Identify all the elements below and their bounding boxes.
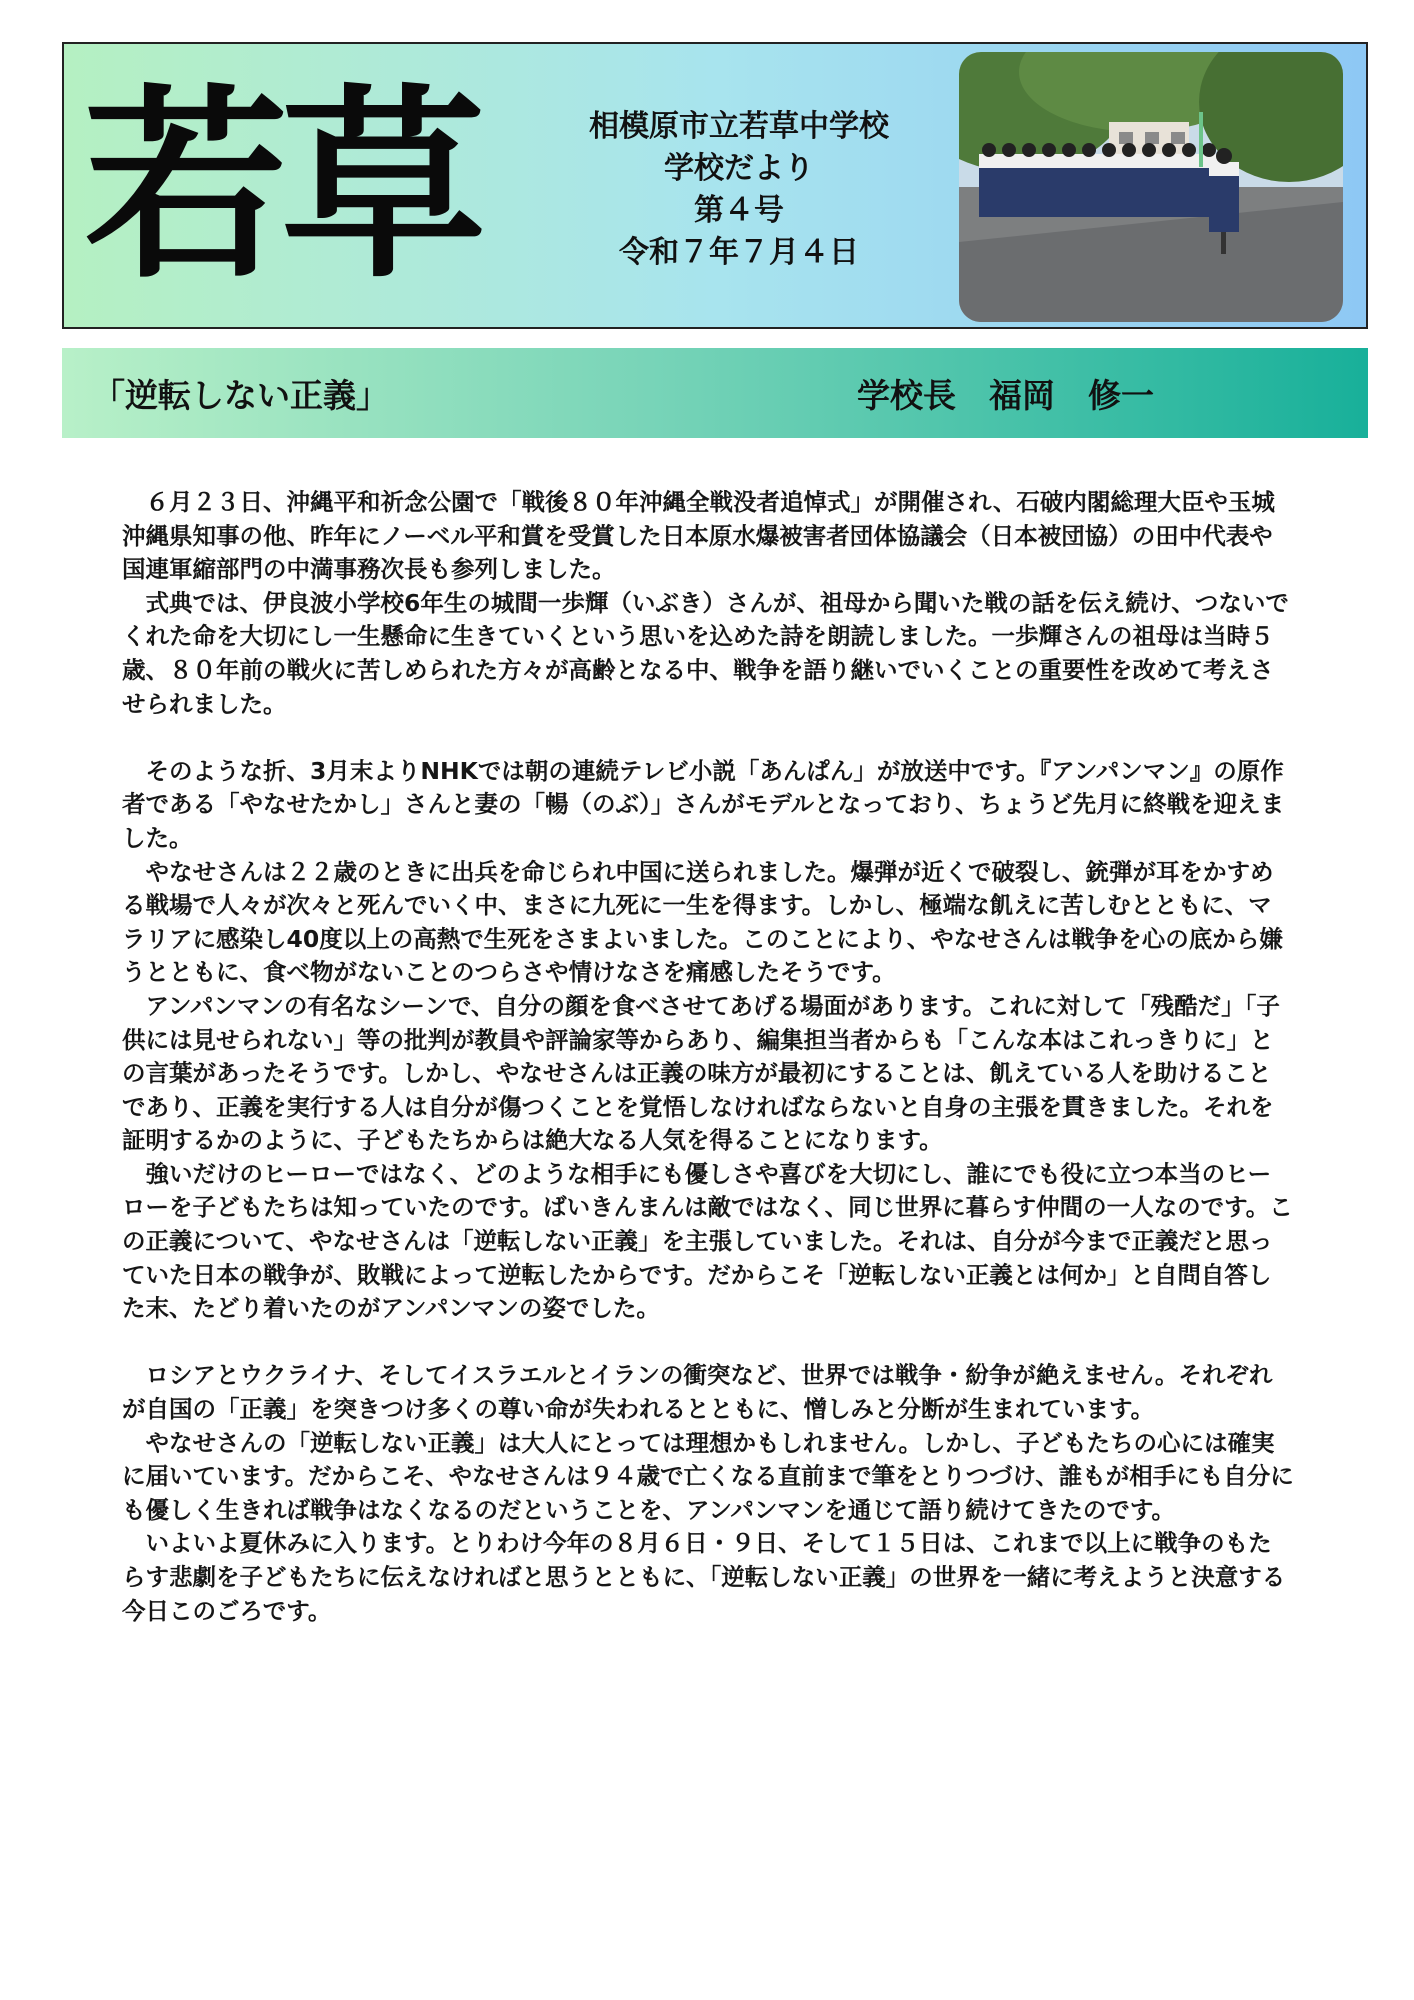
paragraph: そのような折、3月末よりNHKでは朝の連続テレビ小説「あんぱん」が放送中です。『アンパンマン』の原作者である「やなせたかし」さんと妻の「暢（のぶ）」さんがモデルとなっており、ちょうど先月に終戦を迎えました。 xyxy=(122,756,1285,852)
article-banner xyxy=(62,348,1368,438)
school-name: 相模原市立若草中学校 xyxy=(589,109,889,144)
paragraph: ６月２３日、沖縄平和祈念公園で「戦後８０年沖縄全戦没者追悼式」が開催され、石破内閣総理大臣や玉城沖縄県知事の他、昨年にノーベル平和賞を受賞した日本原水爆被害者団体協議会（日本被団協）の田中代表や国連軍縮部門の中満事務次長も参列しました。 xyxy=(122,488,1275,584)
issue-date: 令和７年７月４日 xyxy=(619,235,859,270)
article-title: 「逆転しない正義」 xyxy=(92,376,389,415)
newsletter-title: 若草 xyxy=(84,68,478,306)
masthead xyxy=(62,42,1368,329)
paragraph: やなせさんの「逆転しない正義」は大人にとっては理想かもしれません。しかし、子どもたちの心には確実に届いています。だからこそ、やなせさんは９４歳で亡くなる直前まで筆をとりつづけ、誰もが相手にも自分にも優しく生きれば戦争はなくなるのだということを、アンパンマンを通じて語り続けてきたのです。 xyxy=(122,1428,1294,1524)
school-photo xyxy=(959,52,1343,322)
paragraph: やなせさんは２２歳のときに出兵を命じられ中国に送られました。爆弾が近くで破裂し、銃弾が耳をかすめる戦場で人々が次々と死んでいく中、まさに九死に一生を得ます。しかし、極端な飢えに苦しむとともに、マラリアに感染し40度以上の高熱で生死をさまよいました。このことにより、やなせさんは戦争を心の底から嫌うとともに、食べ物がないことのつらさや情けなさを痛感したそうです。 xyxy=(122,857,1283,987)
school-info xyxy=(534,106,944,274)
paragraph: いよいよ夏休みに入ります。とりわけ今年の８月６日・９日、そして１５日は、これまで以上に戦争のもたらす悲劇を子どもたちに伝えなければと思うとともに、「逆転しない正義」の世界を一緒に考えようと決意する今日このごろです。 xyxy=(122,1529,1286,1625)
paragraph-gap xyxy=(122,721,1294,755)
school-photo-image xyxy=(959,52,1343,322)
article-author: 学校長 福岡 修一 xyxy=(857,376,1154,415)
paragraph: 式典では、伊良波小学校6年生の城間一歩輝（いぶき）さんが、祖母から聞いた戦の話を伝え続け、つないでくれた命を大切にし一生懸命に生きていくという思いを込めた詩を朗読しました。一歩輝さんの祖母は当時５歳、８０年前の戦火に苦しめられた方々が高齢となる中、戦争を語り継いでいくことの重要性を改めて考えさせられました。 xyxy=(122,588,1289,718)
paragraph: アンパンマンの有名なシーンで、自分の顔を食べさせてあげる場面があります。これに対して「残酷だ」「子供には見せられない」等の批判が教員や評論家等からあり、編集担当者からも「こんな本はこれっきりに」との言葉があったそうです。しかし、やなせさんは正義の味方が最初にすることは、飢えている人を助けることであり、正義を実行する人は自分が傷つくことを覚悟しなければならないと自身の主張を貫きました。それを証明するかのように、子どもたちからは絶大なる人気を得ることになります。 xyxy=(122,991,1280,1155)
paragraph-gap xyxy=(122,1326,1294,1360)
paragraph: 強いだけのヒーローではなく、どのような相手にも優しさや喜びを大切にし、誰にでも役に立つ本当のヒーローを子どもたちは知っていたのです。ばいきんまんは敵ではなく、同じ世界に暮らす仲間の一人なのです。この正義について、やなせさんは「逆転しない正義」を主張していました。それは、自分が今まで正義だと思っていた日本の戦争が、敗戦によって逆転したからです。だからこそ「逆転しない正義とは何か」と自問自答した末、たどり着いたのがアンパンマンの姿でした。 xyxy=(122,1159,1293,1323)
paragraph: ロシアとウクライナ、そしてイスラエルとイランの衝突など、世界では戦争・紛争が絶えません。それぞれが自国の「正義」を突きつけ多くの尊い命が失われるとともに、憎しみと分断が生まれています。 xyxy=(122,1361,1273,1424)
newsletter-name: 学校だより xyxy=(664,151,814,186)
article-body xyxy=(122,486,1294,1628)
issue-number: 第４号 xyxy=(694,193,784,228)
